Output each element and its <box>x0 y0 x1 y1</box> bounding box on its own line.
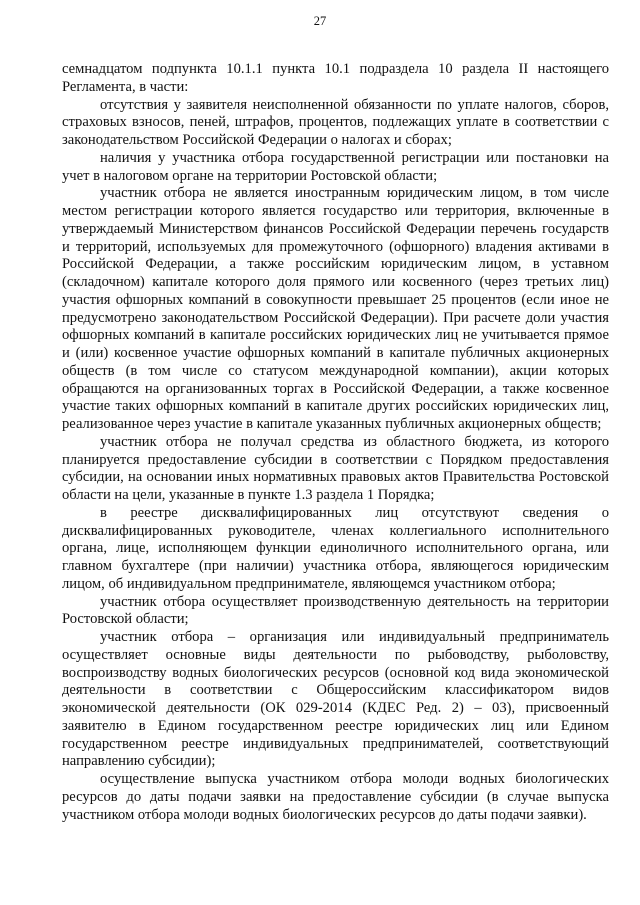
paragraph-economic-activity-code: участник отбора – организация или индивидуальный предприниматель осуществляет основные виды деятельности по рыбоводству, рыболовству, воспроизводству водных биологических ресурсов (основной код вида экономической деятельности в соответствии с Общероссийским классификатором видов экономической деятельности (ОК 029-2014 (КДЕС Ред. 2) – 03), присвоенный заявителю в Едином государственном реестре юридических лиц или Едином государственном реестре индивидуальных предпринимателей, соответствующий направлению субсидии); <box>62 629 609 770</box>
page-number: 27 <box>313 14 327 28</box>
paragraph-juvenile-release: осуществление выпуска участником отбора молоди водных биологических ресурсов до даты подачи заявки на предоставление субсидии (в случае выпуска участником отбора молоди водных биологических ресурсов до даты подачи заявки). <box>62 771 609 823</box>
paragraph-no-tax-debt: отсутствия у заявителя неисполненной обязанности по уплате налогов, сборов, страховых взносов, пеней, штрафов, процентов, подлежащих уплате в соответствии с законодательством Российской Федерации о налогах и сборах; <box>62 96 609 148</box>
paragraph-disqualified-persons-registry: в реестре дисквалифицированных лиц отсутствуют сведения о дисквалифицированных руководителе, членах коллегиального исполнительного органа, лице, исполняющем функции единоличного исполнительного органа, или главном бухгалтере (при наличии) участника отбора, являющегося юридическим лицом, об индивидуальном предпринимателе, являющемся участником отбора; <box>62 504 609 592</box>
paragraph-regulation-reference: семнадцатом подпункта 10.1.1 пункта 10.1 подраздела 10 раздела II настоящего Регламента, в части: <box>62 61 609 95</box>
body-text <box>62 61 609 824</box>
paragraph-not-foreign-entity: участник отбора не является иностранным юридическим лицом, в том числе местом регистрации которого является государство или территория, включенные в утверждаемый Министерством финансов Российской Федерации перечень государств и территорий, используемых для промежуточного (офшорного) владения активами в Российской Федерации, а также российским юридическим лицом, в уставном (складочном) капитале которого доля прямого или косвенного (через третьих лиц) участия офшорных компаний в совокупности превышает 25 процентов (если иное не предусмотрено законодательством Российской Федерации). При расчете доли участия офшорных компаний в капитале российских юридических лиц не учитывается прямое и (или) косвенное участие офшорных компаний в капитале публичных акционерных обществ (в том числе со статусом международной компании), акции которых обращаются на организованных торгах в Российской Федерации, а также косвенное участие таких офшорных компаний в капитале других российских юридических лиц, реализованное через участие в капитале указанных публичных акционерных обществ; <box>62 185 609 432</box>
paragraph-state-registration: наличия у участника отбора государственной регистрации или постановки на учет в налоговом органе на территории Ростовской области; <box>62 149 609 184</box>
paragraph-production-activity: участник отбора осуществляет производственную деятельность на территории Ростовской области; <box>62 593 609 628</box>
paragraph-no-regional-budget-funds: участник отбора не получал средства из областного бюджета, из которого планируется предоставление субсидии в соответствии с Порядком предоставления субсидии, на основании иных нормативных правовых актов Правительства Ростовской области на цели, указанные в пункте 1.3 раздела 1 Порядка; <box>62 433 609 503</box>
